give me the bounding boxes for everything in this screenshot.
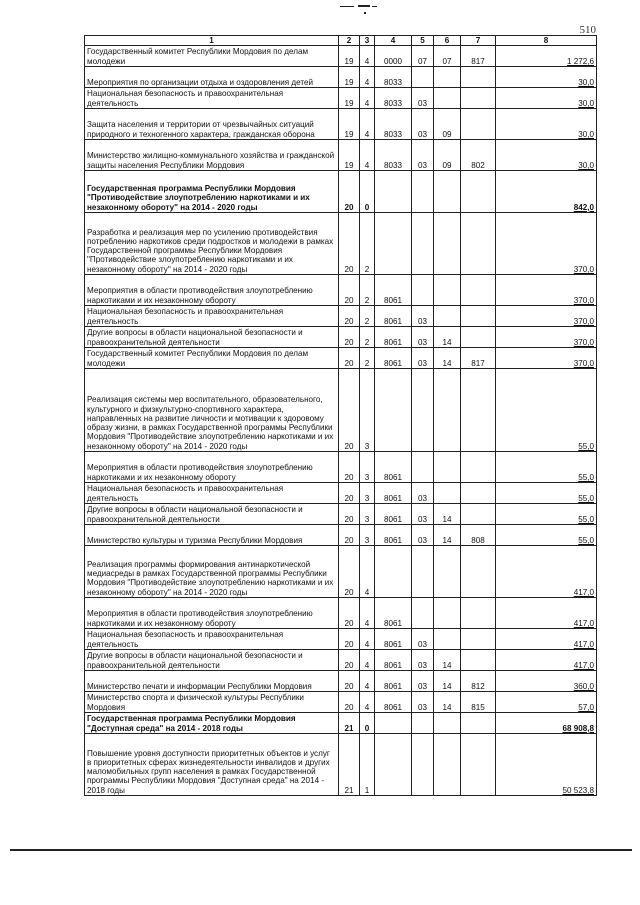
amount-value: 370,0 (573, 316, 594, 326)
amount-value: 30,0 (578, 98, 594, 108)
section-code-cell (412, 598, 434, 629)
row-name-cell: Мероприятия в области противодействия злоупотреблению наркотиками и их незаконному обороту (85, 275, 339, 306)
subsection-code-cell (434, 171, 461, 213)
amount-value: 55,0 (578, 441, 594, 451)
department-code-cell (461, 88, 496, 109)
row-name-cell: Государственная программа Республики Мордовия "Доступная среда" на 2014 - 2018 годы (85, 713, 339, 734)
row-name-cell: Министерство культуры и туризма Республики Мордовия (85, 525, 339, 546)
department-code-cell: 815 (461, 692, 496, 713)
amount-value: 370,0 (573, 295, 594, 305)
subprogram-code-cell: 2 (360, 213, 375, 275)
amount-cell (496, 692, 597, 713)
article-code-cell: 8061 (375, 629, 412, 650)
subprogram-code-cell: 3 (360, 452, 375, 483)
table-row (85, 483, 597, 504)
amount-cell (496, 213, 597, 275)
subprogram-code-cell: 0 (360, 171, 375, 213)
program-code-cell: 20 (339, 483, 360, 504)
row-name-cell: Национальная безопасность и правоохранительная деятельность (85, 306, 339, 327)
table-row (85, 671, 597, 692)
page-number: 510 (579, 24, 596, 36)
row-name-cell: Государственная программа Республики Мордовия "Противодействие злоупотреблению наркотиками и их незаконному обороту" на 2014 - 2020 годы (85, 171, 339, 213)
subprogram-code-cell: 4 (360, 109, 375, 140)
budget-table (84, 35, 597, 796)
subsection-code-cell (434, 67, 461, 88)
amount-cell (496, 525, 597, 546)
subprogram-code-cell: 3 (360, 504, 375, 525)
section-code-cell: 03 (412, 483, 434, 504)
program-code-cell: 20 (339, 275, 360, 306)
article-code-cell (375, 734, 412, 796)
row-name-cell: Другие вопросы в области национальной безопасности и правоохранительной деятельности (85, 504, 339, 525)
subprogram-code-cell: 1 (360, 734, 375, 796)
subprogram-code-cell: 4 (360, 650, 375, 671)
program-code-cell: 20 (339, 504, 360, 525)
subsection-code-cell (434, 452, 461, 483)
article-code-cell: 8061 (375, 671, 412, 692)
subsection-code-cell (434, 629, 461, 650)
amount-cell (496, 452, 597, 483)
program-code-cell: 20 (339, 213, 360, 275)
section-code-cell (412, 734, 434, 796)
amount-cell (496, 671, 597, 692)
subprogram-code-cell: 4 (360, 140, 375, 171)
department-code-cell (461, 306, 496, 327)
department-code-cell: 812 (461, 671, 496, 692)
amount-value: 68 908,8 (562, 723, 594, 733)
subsection-code-cell: 09 (434, 109, 461, 140)
program-code-cell: 20 (339, 671, 360, 692)
subprogram-code-cell: 2 (360, 306, 375, 327)
article-code-cell: 8061 (375, 525, 412, 546)
amount-cell (496, 348, 597, 369)
section-code-cell: 03 (412, 88, 434, 109)
table-row (85, 452, 597, 483)
subprogram-code-cell: 2 (360, 275, 375, 306)
program-code-cell: 20 (339, 650, 360, 671)
subsection-code-cell: 14 (434, 327, 461, 348)
program-code-cell: 20 (339, 525, 360, 546)
subsection-code-cell (434, 713, 461, 734)
amount-cell (496, 598, 597, 629)
article-code-cell (375, 546, 412, 598)
program-code-cell: 21 (339, 713, 360, 734)
row-name-cell: Защита населения и территории от чрезвычайных ситуаций природного и техногенного характера, гражданская оборона (85, 109, 339, 140)
amount-value: 55,0 (578, 472, 594, 482)
subsection-code-cell (434, 598, 461, 629)
department-code-cell (461, 213, 496, 275)
table-row (85, 67, 597, 88)
article-code-cell: 8061 (375, 327, 412, 348)
table-row (85, 327, 597, 348)
section-code-cell (412, 275, 434, 306)
column-header: 5 (412, 36, 434, 46)
amount-cell (496, 88, 597, 109)
program-code-cell: 19 (339, 88, 360, 109)
program-code-cell: 19 (339, 109, 360, 140)
column-header: 6 (434, 36, 461, 46)
subsection-code-cell (434, 275, 461, 306)
column-header: 8 (496, 36, 597, 46)
program-code-cell: 20 (339, 452, 360, 483)
row-name-cell: Национальная безопасность и правоохранительная деятельность (85, 88, 339, 109)
amount-value: 57,0 (578, 702, 594, 712)
amount-value: 417,0 (573, 618, 594, 628)
department-code-cell (461, 598, 496, 629)
row-name-cell: Другие вопросы в области национальной безопасности и правоохранительной деятельности (85, 650, 339, 671)
row-name-cell: Национальная безопасность и правоохранительная деятельность (85, 629, 339, 650)
amount-cell (496, 171, 597, 213)
amount-cell (496, 140, 597, 171)
amount-cell (496, 369, 597, 452)
program-code-cell: 20 (339, 348, 360, 369)
amount-cell (496, 327, 597, 348)
amount-value: 55,0 (578, 514, 594, 524)
section-code-cell: 03 (412, 525, 434, 546)
department-code-cell (461, 734, 496, 796)
section-code-cell (412, 713, 434, 734)
subprogram-code-cell: 2 (360, 348, 375, 369)
amount-value: 55,0 (578, 535, 594, 545)
program-code-cell: 19 (339, 140, 360, 171)
subprogram-code-cell: 3 (360, 369, 375, 452)
section-code-cell: 03 (412, 109, 434, 140)
section-code-cell: 03 (412, 140, 434, 171)
row-name-cell: Министерство жилищно-коммунального хозяйства и гражданской защиты населения Республики Мордовия (85, 140, 339, 171)
article-code-cell: 8061 (375, 452, 412, 483)
subsection-code-cell (434, 88, 461, 109)
article-code-cell: 8061 (375, 348, 412, 369)
row-name-cell: Реализация программы формирования антинаркотической медиасреды в рамках Государственной программы Республики Мордовия "Противодействие злоупотреблению наркотиками и их незаконному обороту" на 2014 - 2020 годы (85, 546, 339, 598)
program-code-cell: 20 (339, 327, 360, 348)
subsection-code-cell: 14 (434, 525, 461, 546)
article-code-cell: 8033 (375, 67, 412, 88)
article-code-cell: 8033 (375, 88, 412, 109)
table-row (85, 348, 597, 369)
section-code-cell (412, 452, 434, 483)
department-code-cell (461, 629, 496, 650)
subsection-code-cell (434, 734, 461, 796)
column-header: 4 (375, 36, 412, 46)
program-code-cell: 20 (339, 629, 360, 650)
column-header: 3 (360, 36, 375, 46)
table-row (85, 629, 597, 650)
subsection-code-cell (434, 369, 461, 452)
column-header: 7 (461, 36, 496, 46)
section-code-cell: 03 (412, 504, 434, 525)
amount-value: 360,0 (573, 681, 594, 691)
subprogram-code-cell: 4 (360, 46, 375, 67)
program-code-cell: 19 (339, 67, 360, 88)
subprogram-code-cell: 3 (360, 525, 375, 546)
article-code-cell: 8033 (375, 140, 412, 171)
subsection-code-cell (434, 483, 461, 504)
department-code-cell: 817 (461, 46, 496, 67)
amount-cell (496, 713, 597, 734)
department-code-cell: 817 (461, 348, 496, 369)
section-code-cell (412, 213, 434, 275)
table-row (85, 109, 597, 140)
amount-cell (496, 629, 597, 650)
department-code-cell (461, 504, 496, 525)
article-code-cell: 0000 (375, 46, 412, 67)
table-row (85, 598, 597, 629)
program-code-cell: 21 (339, 734, 360, 796)
subsection-code-cell: 07 (434, 46, 461, 67)
table-row (85, 213, 597, 275)
article-code-cell: 8061 (375, 504, 412, 525)
row-name-cell: Национальная безопасность и правоохранительная деятельность (85, 483, 339, 504)
subprogram-code-cell: 3 (360, 483, 375, 504)
program-code-cell: 20 (339, 546, 360, 598)
amount-value: 30,0 (578, 77, 594, 87)
amount-cell (496, 546, 597, 598)
section-code-cell: 03 (412, 306, 434, 327)
article-code-cell: 8061 (375, 483, 412, 504)
subprogram-code-cell: 4 (360, 671, 375, 692)
table-row (85, 140, 597, 171)
subsection-code-cell: 14 (434, 692, 461, 713)
subprogram-code-cell: 4 (360, 629, 375, 650)
subsection-code-cell: 14 (434, 671, 461, 692)
department-code-cell: 808 (461, 525, 496, 546)
program-code-cell: 19 (339, 46, 360, 67)
section-code-cell: 03 (412, 671, 434, 692)
amount-value: 50 523,8 (562, 785, 594, 795)
subsection-code-cell: 09 (434, 140, 461, 171)
table-row (85, 525, 597, 546)
row-name-cell: Государственный комитет Республики Мордовия по делам молодежи (85, 46, 339, 67)
amount-value: 417,0 (573, 639, 594, 649)
row-name-cell: Разработка и реализация мер по усилению противодействия потреблению наркотиков среди подростков и молодежи в рамках Государственной программы Республики Мордовия "Противодействие злоупотреблению наркотиками и их незаконному обороту" на 2014 - 2020 годы (85, 213, 339, 275)
article-code-cell: 8061 (375, 692, 412, 713)
subsection-code-cell: 14 (434, 348, 461, 369)
program-code-cell: 20 (339, 369, 360, 452)
department-code-cell (461, 713, 496, 734)
table-row (85, 546, 597, 598)
department-code-cell (461, 67, 496, 88)
article-code-cell (375, 213, 412, 275)
section-code-cell: 07 (412, 46, 434, 67)
program-code-cell: 20 (339, 598, 360, 629)
table-row (85, 734, 597, 796)
row-name-cell: Государственный комитет Республики Мордовия по делам молодежи (85, 348, 339, 369)
amount-cell (496, 734, 597, 796)
table-row (85, 275, 597, 306)
amount-value: 417,0 (573, 587, 594, 597)
subsection-code-cell: 14 (434, 504, 461, 525)
row-name-cell: Реализация системы мер воспитательного, образовательного, культурного и физкультурно-спортивного характера, направленных на развитие личности и мотивации к здоровому образу жизни, в рамках Государственной программы Республики Мордовия "Противодействие злоупотреблению наркотиками и их незаконному обороту" на 2014 - 2020 годы (85, 369, 339, 452)
amount-value: 1 272,6 (566, 56, 594, 66)
department-code-cell: 802 (461, 140, 496, 171)
section-code-cell (412, 369, 434, 452)
subsection-code-cell (434, 546, 461, 598)
article-code-cell (375, 713, 412, 734)
section-code-cell: 03 (412, 692, 434, 713)
department-code-cell (461, 171, 496, 213)
section-code-cell (412, 171, 434, 213)
table-row (85, 306, 597, 327)
department-code-cell (461, 452, 496, 483)
amount-value: 30,0 (578, 160, 594, 170)
article-code-cell (375, 171, 412, 213)
subprogram-code-cell: 2 (360, 327, 375, 348)
table-row (85, 650, 597, 671)
department-code-cell (461, 109, 496, 140)
table-row (85, 88, 597, 109)
subprogram-code-cell: 4 (360, 546, 375, 598)
article-code-cell (375, 369, 412, 452)
column-header: 2 (339, 36, 360, 46)
amount-cell (496, 650, 597, 671)
section-code-cell: 03 (412, 327, 434, 348)
section-code-cell: 03 (412, 650, 434, 671)
department-code-cell (461, 369, 496, 452)
subprogram-code-cell: 4 (360, 88, 375, 109)
amount-cell (496, 504, 597, 525)
department-code-cell (461, 483, 496, 504)
subprogram-code-cell: 4 (360, 67, 375, 88)
subsection-code-cell: 14 (434, 650, 461, 671)
row-name-cell: Министерство печати и информации Республики Мордовия (85, 671, 339, 692)
amount-value: 55,0 (578, 493, 594, 503)
subsection-code-cell (434, 213, 461, 275)
amount-value: 370,0 (573, 358, 594, 368)
table-row (85, 713, 597, 734)
amount-cell (496, 483, 597, 504)
row-name-cell: Министерство спорта и физической культуры Республики Мордовия (85, 692, 339, 713)
amount-value: 30,0 (578, 129, 594, 139)
scan-mark (340, 4, 380, 14)
table-row (85, 369, 597, 452)
amount-cell (496, 109, 597, 140)
table-row (85, 171, 597, 213)
program-code-cell: 20 (339, 692, 360, 713)
row-name-cell: Повышение уровня доступности приоритетных объектов и услуг в приоритетных сферах жизнедеятельности инвалидов и других маломобильных групп населения в рамках Государственной программы Республики Мордовия "Доступная среда" на 2014 - 2018 годы (85, 734, 339, 796)
column-header: 1 (85, 36, 339, 46)
program-code-cell: 20 (339, 171, 360, 213)
row-name-cell: Другие вопросы в области национальной безопасности и правоохранительной деятельности (85, 327, 339, 348)
department-code-cell (461, 327, 496, 348)
table-row (85, 46, 597, 67)
amount-value: 370,0 (573, 337, 594, 347)
section-code-cell (412, 67, 434, 88)
header-row (85, 36, 597, 46)
article-code-cell: 8061 (375, 598, 412, 629)
department-code-cell (461, 275, 496, 306)
article-code-cell: 8061 (375, 306, 412, 327)
department-code-cell (461, 650, 496, 671)
subprogram-code-cell: 4 (360, 692, 375, 713)
amount-value: 842,0 (573, 202, 594, 212)
amount-cell (496, 67, 597, 88)
row-name-cell: Мероприятия в области противодействия злоупотреблению наркотиками и их незаконному обороту (85, 598, 339, 629)
subprogram-code-cell: 4 (360, 598, 375, 629)
article-code-cell: 8061 (375, 650, 412, 671)
page-bottom-rule (10, 849, 632, 851)
table-row (85, 504, 597, 525)
program-code-cell: 20 (339, 306, 360, 327)
article-code-cell: 8061 (375, 275, 412, 306)
row-name-cell: Мероприятия по организации отдыха и оздоровления детей (85, 67, 339, 88)
subprogram-code-cell: 0 (360, 713, 375, 734)
row-name-cell: Мероприятия в области противодействия злоупотреблению наркотиками и их незаконному обороту (85, 452, 339, 483)
section-code-cell: 03 (412, 629, 434, 650)
amount-value: 370,0 (573, 264, 594, 274)
amount-cell (496, 306, 597, 327)
amount-cell (496, 275, 597, 306)
section-code-cell: 03 (412, 348, 434, 369)
section-code-cell (412, 546, 434, 598)
subsection-code-cell (434, 306, 461, 327)
article-code-cell: 8033 (375, 109, 412, 140)
amount-value: 417,0 (573, 660, 594, 670)
amount-cell (496, 46, 597, 67)
department-code-cell (461, 546, 496, 598)
table-row (85, 692, 597, 713)
